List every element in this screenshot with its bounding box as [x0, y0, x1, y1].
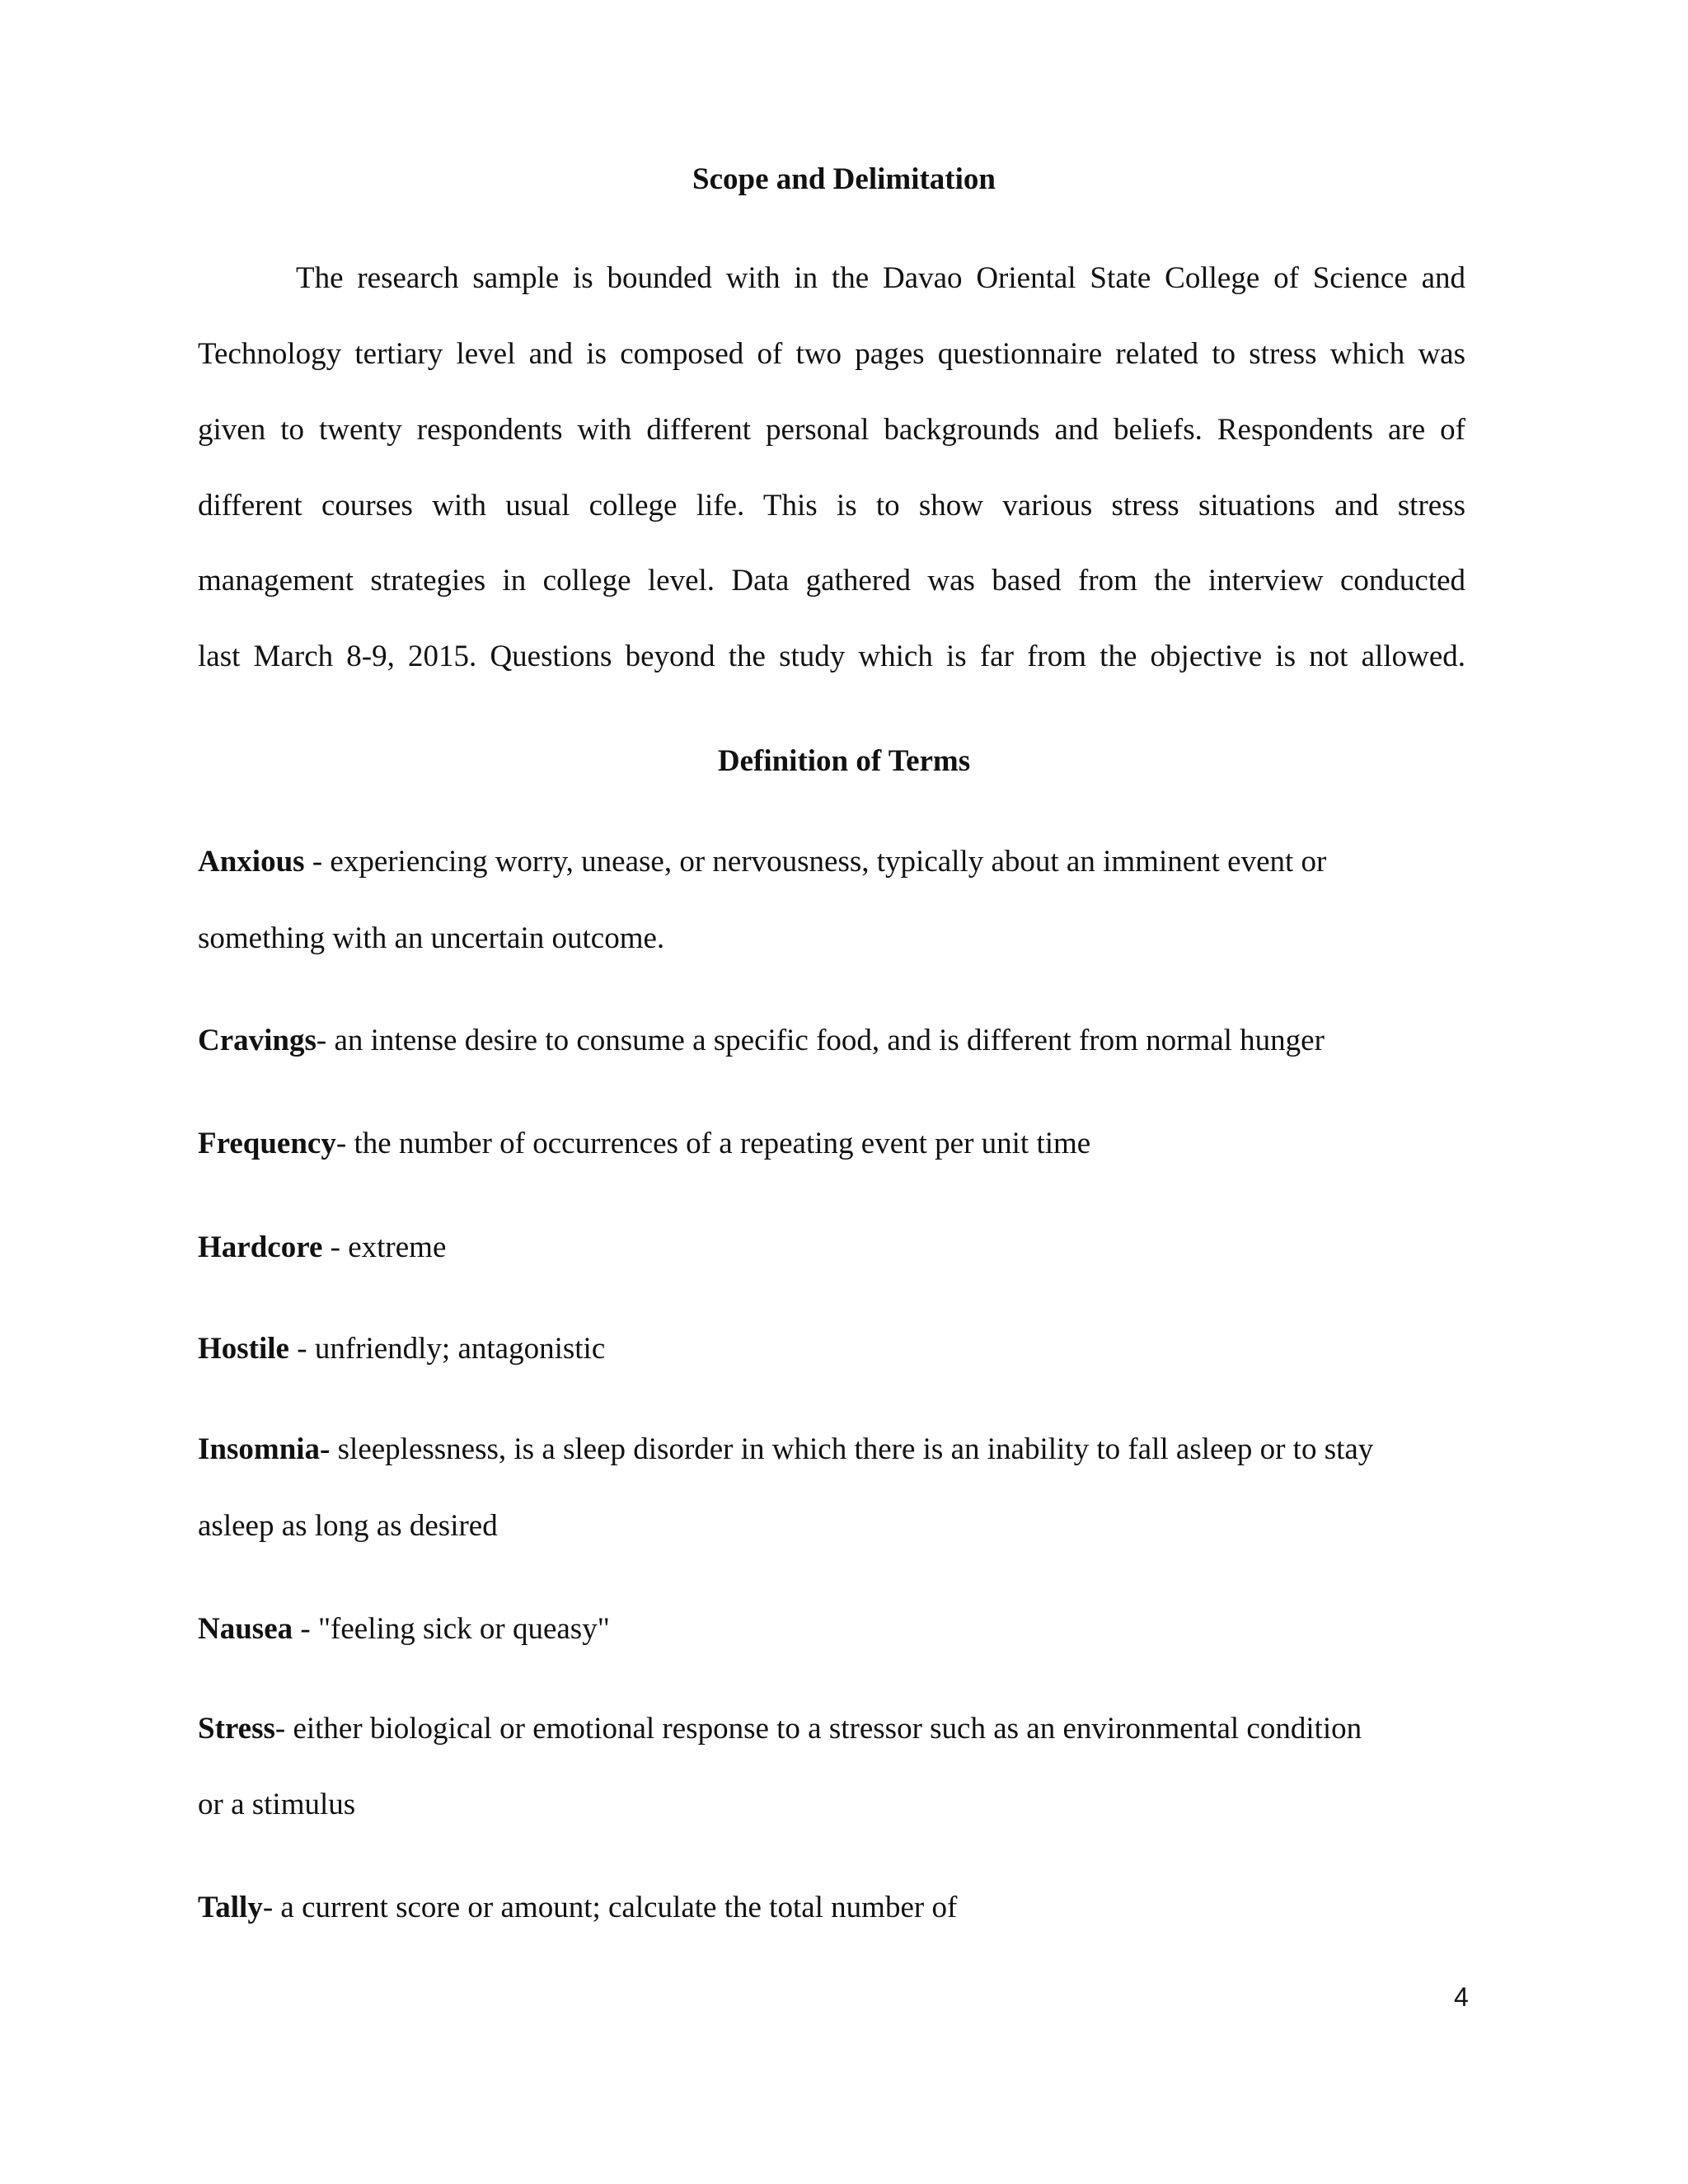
term-label: Cravings: [198, 1024, 316, 1057]
scope-paragraph-line: Technology tertiary level and is composed of two pages questionnaire related to stress which was: [198, 337, 1465, 371]
definition-continuation: asleep as long as desired: [198, 1509, 498, 1543]
scope-paragraph-line: management strategies in college level. Data gathered was based from the interview conducted: [198, 564, 1465, 598]
definition-nausea: [198, 1611, 610, 1647]
term-label: Hardcore: [198, 1230, 323, 1264]
term-definition: either biological or emotional response to a stressor such as an environmental condition: [293, 1712, 1362, 1746]
term-definition: a current score or amount; calculate the total number of: [280, 1891, 958, 1924]
term-definition: experiencing worry, unease, or nervousness, typically about an imminent event or: [330, 845, 1327, 879]
definitions-heading: Definition of Terms: [717, 744, 971, 778]
term-label: Hostile: [198, 1332, 289, 1366]
scope-paragraph-line: given to twenty respondents with different personal backgrounds and beliefs. Respondents are of: [198, 413, 1465, 447]
term-definition: extreme: [348, 1230, 447, 1264]
term-label: Frequency: [198, 1127, 336, 1160]
definition-continuation: something with an uncertain outcome.: [198, 921, 665, 955]
term-separator: -: [262, 1891, 281, 1924]
term-separator: -: [288, 1332, 315, 1366]
definition-hardcore: [198, 1230, 446, 1266]
term-label: Stress: [198, 1712, 275, 1746]
definition-cravings: [198, 1023, 1325, 1059]
term-separator: -: [304, 845, 331, 879]
term-definition: an intense desire to consume a specific food, and is different from normal hunger: [334, 1024, 1325, 1057]
term-definition: the number of occurrences of a repeating event per unit time: [354, 1127, 1091, 1160]
scope-paragraph-line: different courses with usual college life. This is to show various stress situations and stress: [198, 489, 1465, 523]
definition-frequency: [198, 1126, 1090, 1162]
definition-anxious: [198, 844, 1326, 880]
page-number: 4: [1454, 1982, 1469, 2012]
term-separator: -: [322, 1230, 349, 1264]
definition-continuation: or a stimulus: [198, 1788, 356, 1821]
term-separator: [330, 1432, 337, 1466]
term-label: Nausea: [198, 1612, 293, 1646]
term-separator: -: [274, 1712, 293, 1746]
definition-stress: [198, 1711, 1362, 1747]
term-definition: sleeplessness, is a sleep disorder in which there is an inability to fall asleep or to stay: [337, 1432, 1374, 1466]
term-label: Insomnia-: [198, 1432, 331, 1466]
definition-tally: [198, 1890, 957, 1926]
term-separator: -: [293, 1612, 318, 1646]
scope-paragraph-line: last March 8-9, 2015. Questions beyond the study which is far from the objective is not allowed.: [198, 640, 1465, 673]
definition-hostile: [198, 1331, 605, 1367]
definition-insomnia: [198, 1432, 1373, 1468]
term-label: Anxious: [198, 845, 305, 879]
term-definition: unfriendly; antagonistic: [314, 1332, 606, 1366]
term-separator: -: [316, 1024, 335, 1057]
term-label: Tally: [198, 1891, 263, 1924]
term-separator: -: [335, 1127, 354, 1160]
term-definition: "feeling sick or queasy": [317, 1612, 610, 1646]
scope-heading: Scope and Delimitation: [692, 162, 996, 196]
scope-paragraph-line: The research sample is bounded with in the Davao Oriental State College of Science and: [296, 261, 1465, 295]
